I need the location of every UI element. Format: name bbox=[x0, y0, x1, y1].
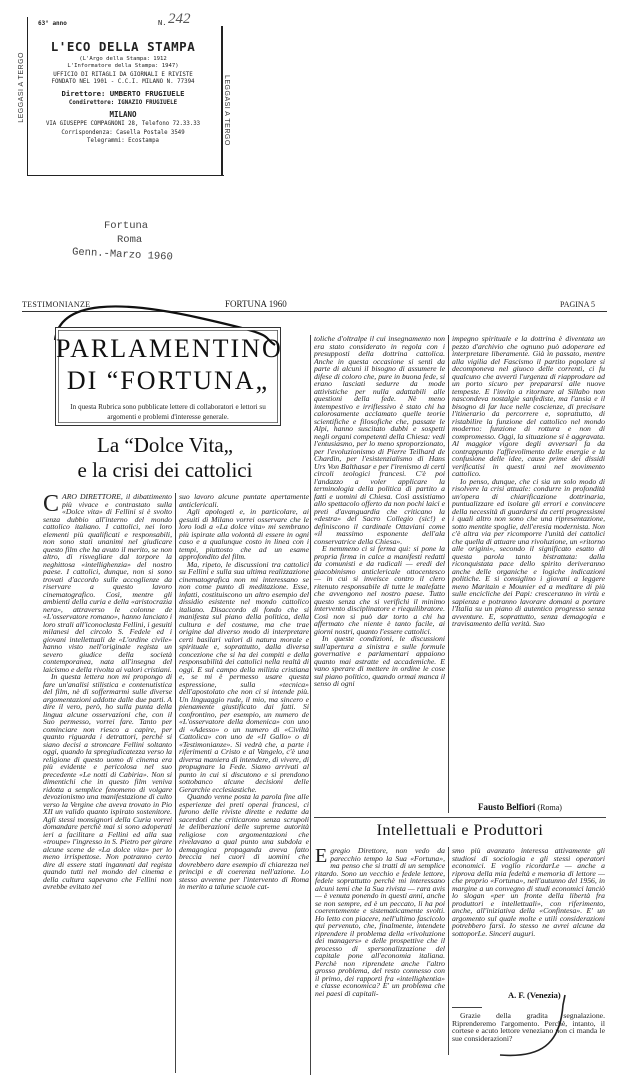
column-divider bbox=[448, 335, 449, 813]
article1-dropcap: C bbox=[43, 491, 60, 517]
rubric-title-2: DI “FORTUNA„ bbox=[66, 366, 270, 395]
rubric-title-1: PARLAMENTINO bbox=[56, 334, 283, 363]
article1-paragraph: suo lavoro alcune puntate apertamente anticlericali. bbox=[179, 492, 309, 509]
editor-reply-text: Grazie della gradita segnalazione. Riprenderemo l'argomento. Perchè, intanto, il cortese e acuto lettore veneziano non ci manda le sue considerazioni? bbox=[452, 1011, 605, 1043]
article-separator bbox=[314, 817, 606, 818]
article1-author-city: (Roma) bbox=[537, 803, 562, 812]
article1-author-name: Fausto Belfiori bbox=[478, 802, 536, 812]
article1-headline-2: e la crisi dei cattolici bbox=[77, 458, 253, 482]
article2-paragraph: smo più avanzato interessa attivamente gli studiosi di sociologia e gli stessi operatori economici. E voglio ricordarLe — anche a riprova della mia fedeltà e memoria di lettore — che proprio «Fortuna», nell'autunno del 1956, in margine a un convegno di studi economici lanciò lo slogan «per un fronte della libertà fra produttori e intellettuali», con riferimento, anche, all'iniziativa della «Confintesa». E' un argomento sul quale molte e utili considerazioni potrebbero farsi. Io stesso ne avrei alcune da sottoporLe. Sinceri auguri. bbox=[452, 846, 605, 938]
stamp-office-1: UFFICIO DI RITAGLI DA GIORNALI E RIVISTE bbox=[53, 72, 193, 78]
article1-author bbox=[478, 802, 562, 812]
article1-column-1 bbox=[43, 493, 172, 891]
source-publication: Fortuna bbox=[104, 220, 149, 232]
article1-paragraph: E nemmeno ci si ferma qui: si pone la propria firma in calce a manifesti redatti da comunisti e da radicali — eredi del giacobinismo anticlericale ottocentesco — in cui si inveisce contro il clero ritenuto responsabile di tutte le malefatte che avvengono nel nostro paese. Tutto questo senza che si verifichi il minimo intervento disciplinatore e riequilibratore. Così non si può dar torto a chi ha affermato che niente è tanto facile, ai giorni nostri, quanto l'essere cattolici. bbox=[314, 544, 445, 636]
stamp-title: L'ECO DELLA STAMPA bbox=[50, 39, 196, 54]
source-date: Genn.-Marzo 1960 bbox=[71, 246, 174, 264]
column-divider bbox=[175, 493, 176, 1073]
article1-paragraph: Ma, ripeto, le discussioni tra cattolici su Fellini e sulla sua ultima realizzazione cinematografica non mi interessano se non come punto di meditazione. Esse, infatti, costituiscono un altro esempio del dissidio esistente nel mondo cattolico italiano. Disaccordo di fondo che si manifesta sul piano della politica, della cultura e del costume, ma che trae origine dal diverso modo di interpretare certi basilari valori di natura morale e spirituale e, soprattutto, dalla diversa concezione che si ha dei compiti e della responsabilità dei cattolici nella realtà di oggi. E sul campo della milizia cristiana e, se mi è permesso usare questa espressione, sulla «tecnica» dell'apostolato che non ci si intende più. Un linguaggio rude, il mio, ma sincero e pienamente giustificato dai fatti. Si confrontino, per esempio, un numero de «L'osservatore della domenica» con uno di «Adesso» o un numero di «Civiltà Cattolica» con uno de «Il Gallo» o di «Testimonianze». Si vedrà che, a parte i riferimenti a Cristo e al Vangelo, c'è una diversa maniera di intendere, di vivere, di propugnare la Fede. Siamo arrivati al punto in cui si discutono e si prendono sottobanco alcune decisioni delle Gerarchie ecclesiastiche. bbox=[179, 559, 309, 794]
editor-reply bbox=[452, 1012, 605, 1042]
page-title: FORTUNA 1960 bbox=[225, 299, 287, 309]
article1-headline-1: La “Dolce Vita„ bbox=[97, 433, 233, 457]
reply-rule bbox=[452, 1007, 482, 1008]
article2-column-2 bbox=[452, 847, 605, 937]
article1-paragraph: In queste condizioni, le discussioni sull'apertura a sinistra e sulle formule governative e parlamentari appaiono quanto mai astratte ed accademiche. E vano sperare di mettere in ordine le cose sul piano politico, quando ormai manca il senso di ogni bbox=[314, 634, 445, 688]
article2-column-1 bbox=[315, 847, 445, 997]
rubric-box bbox=[55, 327, 281, 426]
article1-column-2 bbox=[179, 493, 309, 891]
stamp-history-2: L'Informatore della Stampa: 1947) bbox=[67, 63, 179, 69]
article2-paragraph: gregio Direttore, non vedo da parecchio tempo la Sua «Fortuna», ma penso che si tratti di un semplice ritardo. Sono un vecchio e fedele lettore, fedele soprattutto perchè mi interessano alcuni temi che la Sua rivista — rara avis — è venuta ponendo in questi anni, anche se non sempre, ed è un peccato, li ha poi coerentemente e sistematicamente svolti. Ho letto con piacere, nell'ultimo fascicolo qui pervenuto, che, finalmente, intendete riprendere il problema della «rivoluzione dei managers» e delle prospettive che il processo di spersonalizzazione del capitale pone all'economia italiana. Perchè non riprendete anche l'altro grosso problema, del resto connesso con il primo, dei rapporti fra «intellighentia» e classe economica? E' un problema che nei paesi di capitali- bbox=[315, 846, 445, 998]
article1-column-4 bbox=[452, 335, 605, 628]
stamp-codirector: Condirettore: IGNAZIO FRUGIUELE bbox=[68, 100, 178, 106]
stamp-number-label: N. bbox=[158, 19, 167, 27]
stamp-office-2: FONDATO NEL 1901 - C.C.I. MILANO N. 77394 bbox=[51, 79, 195, 85]
stamp-side-note-right: LEGGASI A TERGO bbox=[223, 75, 230, 146]
column-divider bbox=[448, 847, 449, 1055]
stamp-address: VIA GIUSEPPE COMPAGNONI 28, Telefono 72.33.33 bbox=[45, 121, 201, 127]
page-number: PAGINA 5 bbox=[560, 300, 596, 309]
article1-paragraph: ARO DIRETTORE, il dibattimento più vivace e contrastato sulla «Dolce vita» di Fellini si è svolto senza dubbio all'interno del mondo cattolico italiano. I cattolici, nei loro elementi più qualificati e responsabili, non sono stati unanimi nel giudicare questo film che ha avuto il merito, se non altro, di risvegliare dal torpore la neghittosa «intellighenzia» del nostro paese. I cattolici, dunque, non si sono trovati d'accordo sulle accoglienze da riservare a questo lavoro cinematografico. Così, mentre gli ambienti della curia e della «aristocrazia nera», attraverso le colonne de «L'osservatore romano», hanno lanciato i loro strali all'iconoclasta Fellini, i gesuiti milanesi del circolo S. Fedele ed i giovani intellettuali de «L'ordine civile» hanno visto nell'originale regista un severo giudice della società contemporanea, nata all'insegna del laicismo e della rivolta ai valori cristiani. bbox=[43, 492, 172, 674]
article1-paragraph: Agli apologeti e, in particolare, ai gesuiti di Milano vorrei osservare che le loro lodi a «La dolce vita» mi sembrano più ispirate alla volontà di essere in ogni caso e a qualunque costo in linea con i tempi, piuttosto che ad un esame approfondito del film. bbox=[179, 507, 309, 561]
article2-headline: Intellettuali e Produttori bbox=[376, 822, 544, 839]
stamp-mail: Corrispondenza: Casella Postale 3549 bbox=[61, 130, 185, 136]
column-divider bbox=[310, 335, 311, 1075]
article1-paragraph: In questa lettera non mi propongo di fare un'analisi stilistica e contenutistica del film, nè di soffermarmi sulle diverse argomentazioni addotte dalle due parti. A dire il vero, però, ho sulla punta della lingua alcune osservazioni che, con il Suo permesso, vorrei fare. Tanto per cominciare non riesco a capire, per quanto riguarda i detrattori, perchè si siano decisi a stroncare Fellini soltanto oggi, quando la spregiudicatezza verso la religione di questo uomo di cinema era più evidente e pericolosa nel suo precedente «Le notti di Cabiria». Non si dimentichi che in questo film veniva ridotta a semplice fenomeno di volgare devozionismo una manifestazione di culto verso la Vergine che aveva trovato in Pio XII un valido quanto ispirato sostenitore. Agli stessi monsignori della Curia vorrei domandare perchè mai si sono adoperati ieri a facilitare a Fellini ed alla sua «troupe» l'ingresso in S. Pietro per girare alcune scene de «La dolce vita» per lo meno irrispettose. Non potranno certo dire di essere stati ingannati dal regista quando tutti nel mondo del cinema e della cultura sapevano che Fellini non avrebbe evitato nel bbox=[43, 672, 172, 891]
rubric-subtitle: In questa Rubrica sono pubblicate lettere di collaboratori e lettori su argomenti e problemi d'interesse generale. bbox=[70, 403, 266, 421]
article2-author: A. F. (Venezia) bbox=[508, 990, 561, 1000]
article1-paragraph: Io penso, dunque, che ci sia un solo modo di risolvere la crisi attuale: condurre in profondità un'opera di chiarificazione dottrinaria, puntualizzare ed isolare gli errori e convincere della necessità di guardarsi da certi progressismi i quali altro non sono che una ripresentazione, sotto mentite spoglie, dell'eresia modernista. Non c'è altra via per ricomporre l'unità dei cattolici che quella di attuare una rivoluzione, un «ritorno alle origini», secondo il significato esatto di questa parola tanto bistrattata: dalla riconquistata pace dello spirito deriveranno anche delle organiche e logiche indicazioni politiche. E si consiglino i giovani a leggere meno Maritain e Mounier ed a meditare di più sulle encicliche dei Papi: cresceranno in virtù e sapienza e potranno lavorare domani a portare l'Italia su un piano di autentico progresso senza avventure. E, soprattutto, senza demagogia e travisamento della verità. Suo bbox=[452, 476, 605, 628]
stamp-telegrams: Telegrammi: Ecostampa bbox=[87, 138, 159, 144]
article1-column-3 bbox=[314, 335, 445, 688]
stamp-year: 63° anno bbox=[38, 20, 67, 27]
article1-paragraph: toliche d'oltralpe il cui insegnamento non era stato considerato in regola con i presupposti della dottrina cattolica. Anche in questa occasione si sentì da parte di alcuni il bisogno di assumere le difese di coloro che, pure in buona fede, si erano lasciati sedurre da mode attivistiche per nulla adattabili alle questioni della fede. Nè meno intempestivo e irriflessivo è stato chi ha calorosamente acclamato quelle teorie scientifiche e filosofiche che, passate le Alpi, hanno suscitato dubbi e sospetti negli organi competenti della Chiesa: vedi l'entusiasmo, per lo meno sproporzionato, per l'evoluzionismo di Pierre Teilhard de Chardin, per l'esistenzialismo di Hans Urs Von Balthasar e per l'irenismo di certi circoli teologici francesi. C'è poi l'andazzo a voler applicare la terminologia della politica di partito a fatti e uomini di Chiesa. Così assistiamo allo spettacolo offerto da non pochi laici e preti d'avanguardia che criticano la «destra» del Sacro Collegio (sic!) e definiscono il cardinale Ottaviani come «il massimo esponente dell'ala conservatrice della Chiesa». bbox=[314, 334, 446, 546]
stamp-number-handwritten: 242 bbox=[168, 11, 191, 27]
stamp-director: Direttore: UMBERTO FRUGIUELE bbox=[61, 89, 185, 98]
article2-dropcap: E bbox=[315, 845, 328, 867]
stamp-history-1: (L'Argo della Stampa: 1912 bbox=[79, 56, 167, 62]
source-city: Roma bbox=[117, 234, 143, 246]
article1-paragraph: Quando venne posta la parola fine alle esperienze dei preti operai francesi, ci furono delle riviste dirette e redatte da sacerdoti che criticarono senza scrupoli le deliberazioni delle supreme autorità religiose con argomentazioni che rivelavano a qual punto una subdola e demagogica propaganda aveva fatto breccia nei cuori di uomini che dovrebbero dare esempio di chiarezza nei principi e di coerenza nell'azione. Lo stesso avvenne per l'intervento di Roma in merito a talune scuole cat- bbox=[179, 792, 309, 891]
stamp-city: MILANO bbox=[109, 110, 137, 119]
stamp-side-note-left: LEGGASI A TERGO bbox=[18, 52, 25, 123]
article1-paragraph: impegno spirituale e la dottrina è diventata un pezzo d'archivio che ognuno può adoperare ed interpretare liberamente. Già in passato, mentre alla vigilia del Fascismo il partito popolare si decomponeva nel giuoco delle correnti, ci fu qualcuno che avvertì l'urgenza di riapprodare ad un porto sicuro per prepararsi alle nuove tempeste. E l'invito a ritornare al Sillabo non nascondeva nostalgie sanfediste, ma l'ansia e il bisogno di far luce nelle coscienze, di precisare l'itinerario da percorrere e, soprattutto, di ristabilire la funzione del cattolico nel mondo moderno: funzione di rottura e non di compromesso. Oggi, la situazione si è aggravata. Al maggior vigore degli avversari fa da contrappunto l'affievolimento delle energie e la confusione delle idee, cause prime dei dissidi verificatisi in questi anni nel movimento cattolico. bbox=[452, 334, 605, 478]
page-section: TESTIMONIANZE bbox=[22, 300, 91, 309]
